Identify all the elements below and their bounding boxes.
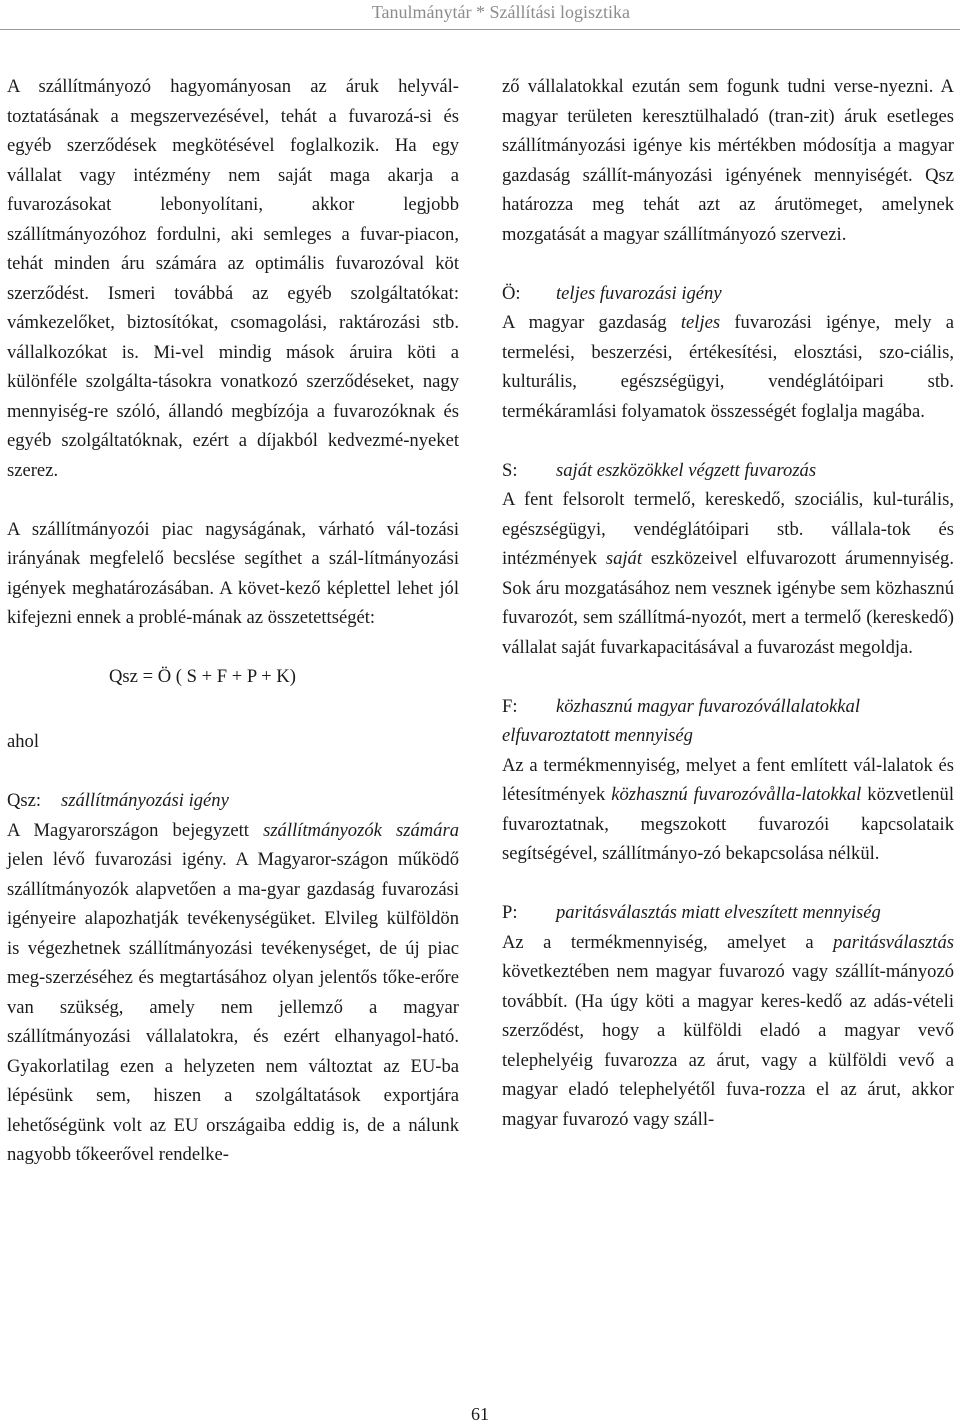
term-code: F: [502,695,518,717]
term-s [502,456,954,486]
term-p [502,898,954,928]
paragraph-p: Az a termékmennyiség, amelyet a paritásválasztás következtében nem magyar fuvarozó vagy szállít-mányozó továbbít. (Ha úgy köti a magyar keres-kedő az adás-vételi szerződést, hogy a külföldi eladó a magyar vevő telephelyéig fuvarozza az árut, vagy a külföldi vevő a magyar eladó telephelyétől fuva-rozza el az árut, akkor magyar fuvarozó vagy száll- [502,931,954,1130]
term-desc: teljes fuvarozási igény [556,282,722,304]
paragraph-qsz: A Magyarországon bejegyzett szállítmányozók számára jelen lévő fuvarozási igény. A Magyaror-szágon működő szállítmányozók alapvetően a ma-gyar gazdaság fuvarozási igényeire alapozhatják tevékenységüket. Elvileg külföldön is végezhetnek szállítmányozási tevékenységet, de új piac meg-szerzéséhez és megtartásához olyan jelentős tőke-erőre van szükség, amely nem jellemző a magyar szállítmányozási vállalatokra, és ezért elhanyagol-ható. Gyakorlatilag ezen a helyzeten nem változtat az EU-ba lépésünk sem, hiszen a szolgáltatások exportjára lehetőségünk volt az EU országaiba eddig is, de a nálunk nagyobb tőkeerővel rendelke- [7,819,459,1165]
term-f [502,692,954,751]
term-desc: paritásválasztás miatt elveszített mennyiség [556,902,881,923]
paragraph-s: A fent felsorolt termelő, kereskedő, szociális, kul-turális, egészségügyi, vendéglátóipari stb. vállala-tok és intézmények saját eszközeivel elfuvarozott árumennyiség. Sok áru mozgatásához nem vesznek igénybe sem közhasznú fuvarozót, sem szállítmá-nyozót, mert a termelő (kereskedő) vállalat saját fuvarkapacitásával a fuvarozást megoldja. [502,489,954,658]
paragraph-market: A szállítmányozói piac nagyságának, várható vál-tozási irányának megfelelő becslése segíthet a szál-lítmányozási igények meghatározásában. A követ-kező képlettel lehet jól kifejezni ennek a problé-mának az összetettségét: [7,518,459,628]
paragraph-f: Az a termékmennyiség, melyet a fent említett vál-lalatok és létesítmények közhasznú fuvarozóvålla-latokkal közvetlenül fuvaroztatnak, megszokott fuvarozói kapcsolataik segítségével, szállítmányo-zó bekapcsolása nélkül. [502,754,955,864]
running-header [0,0,960,30]
term-code: Qsz: [7,790,42,811]
term-desc: saját eszközökkel végzett fuvarozás [556,459,817,481]
paragraph-intro: A szállítmányozó hagyományosan az áruk helyvál-toztatásának a megszervezésével, tehát a fuvarozá-si és egyéb szerződések megkötésével foglalkozik. Ha egy vállalat vagy intézmény nem saját maga akarja a fuvarozásokat lebonyolítani, akkor legjobb szállítmányozóhoz fordulni, aki semleges a fuvar-piacon, tehát minden áru számára az optimális fuvarozóval köt szerződést. Ismeri továbbá az egyéb szolgáltatókat: vámkezelőket, biztosítókat, csomagolási, raktározási stb. vállalkozókat is. Mi-vel mindig mások áruira köti a különféle szolgálta-tásokra vonatkozó szerződéseket, nagy mennyiség-re szóló, állandó megbízója a fuvarozóknak és egyéb szolgáltatóknak, ezért a díjakból kedvezmé-nyeket szerez. [7,76,459,481]
header-rule [0,29,960,30]
header-title: Tanulmánytár * Szállítási logisztika [371,2,630,22]
term-code: P: [502,902,518,923]
paragraph-continued: ző vállalatokkal ezután sem fogunk tudni verse-nyezni. A magyar területen keresztülhaladó (tran-zit) áruk esetleges szállítmányozási igénye kis mértékben módosítja a magyar gazdaság szállít-mányozási igényének mennyiségét. Qsz határozza meg tehát azt az árutömeget, amelynek mozgatását a magyar szállítmányozó szervezi. [502,76,954,245]
term-qsz [7,786,459,816]
formula: Qsz = Ö ( S + F + P + K) [109,665,296,687]
term-desc: szállítmányozási igény [61,790,229,811]
term-code: Ö: [502,282,521,304]
ahol-label: ahol [7,731,40,752]
right-column [502,72,954,1134]
term-desc: közhasznú magyar fuvarozóvállalatokkal elfuvaroztatott mennyiség [502,695,861,746]
term-code: S: [502,459,518,481]
paragraph-o: A magyar gazdaság teljes fuvarozási igénye, mely a termelési, beszerzési, értékesítési, elosztási, szo-ciális, kulturális, egészségügyi, vendéglátóipari stb. termékáramlási folyamatok összességét foglalja magába. [502,312,954,422]
left-column [7,72,459,1170]
page-number: 61 [471,1404,489,1424]
term-o [502,279,954,309]
